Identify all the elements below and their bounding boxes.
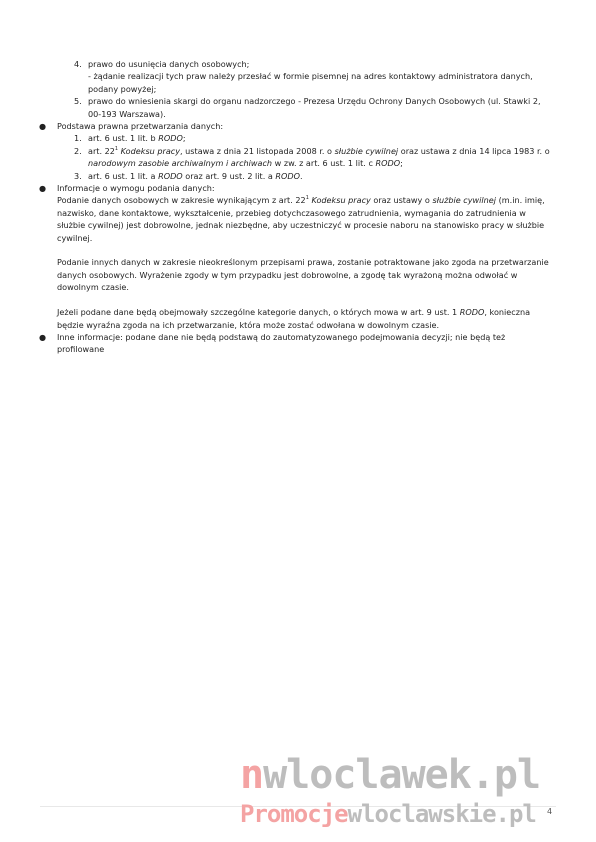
text: RODO: [158, 133, 183, 144]
bullet-icon: ●: [39, 331, 47, 342]
text: , konieczna: [484, 307, 531, 318]
item-text: prawo do usunięcia danych osobowych;: [88, 59, 250, 69]
text: ;: [400, 158, 403, 169]
paragraph-line: Podanie innych danych w zakresie nieokreślonym przepisami prawa, zostanie potraktowane jako zgoda na przetwarzanie: [57, 257, 549, 268]
text: .: [300, 170, 303, 181]
text: służbie cywilnej: [334, 145, 399, 156]
text: oraz ustawy o: [370, 195, 433, 206]
item-text: prawo do wniesienia skargi do organu nadzorczego - Prezesa Urzędu Ochrony Danych Osobowych (ul. Stawki 2,: [88, 96, 541, 107]
item-number: 4.: [74, 59, 82, 69]
text: Podanie danych osobowych w zakresie wynikającym z art. 22: [57, 195, 306, 206]
text: , ustawa z dnia 21 listopada 2008 r. o: [180, 145, 335, 156]
bullet-icon: ●: [39, 183, 47, 194]
text: oraz ustawa z dnia 14 lipca 1983 r. o: [398, 145, 550, 156]
text: RODO: [158, 170, 183, 181]
text: Kodeksu pracy: [118, 145, 181, 156]
text: art. 6 ust. 1 lit. a: [88, 170, 159, 181]
item-text: - żądanie realizacji tych praw należy przesłać w formie pisemnej na adres kontaktowy administratora danych,: [88, 71, 533, 82]
text: (m.in. imię,: [496, 195, 545, 206]
watermark-text: n: [240, 752, 264, 798]
text: RODO: [275, 170, 300, 181]
list-item: [74, 58, 564, 95]
section-title: Podstawa prawna przetwarzania danych:: [57, 121, 224, 132]
paragraph-line: służbie cywilnej) jest dobrowolne, jednak niezbędne, aby uczestniczyć w procesie naboru na stanowisko pracy w służbie: [57, 220, 545, 231]
bullet-icon: ●: [39, 121, 47, 132]
item-number: 2.: [74, 145, 82, 156]
legal-basis-list: [48, 132, 564, 182]
paragraph-line: dowolnym czasie.: [57, 282, 129, 293]
text: art. 6 ust. 1 lit. b: [88, 133, 159, 144]
watermark-logo: [240, 752, 540, 798]
bullet-other: [39, 331, 564, 356]
text: art. 22: [88, 145, 115, 156]
watermark-text: wloclawek.pl: [263, 752, 541, 798]
document-body: [39, 58, 564, 356]
superscript: 1: [305, 195, 309, 202]
item-number: 1.: [74, 133, 82, 144]
paragraph-line: Inne informacje: podane dane nie będą podstawą do zautomatyzowanego podejmowania decyzji; nie będą też: [57, 331, 506, 342]
item-number: 5.: [74, 96, 82, 107]
text: ;: [182, 133, 186, 144]
list-item: [74, 145, 564, 170]
bullet-requirement: [39, 182, 564, 331]
text: RODO: [459, 307, 485, 318]
watermark-logo: [240, 800, 536, 828]
text: oraz art. 9 ust. 2 lit. a: [182, 170, 276, 181]
list-item: [74, 132, 564, 144]
paragraph-line: profilowane: [57, 344, 105, 355]
text: służbie cywilnej: [432, 195, 497, 206]
list-item: [74, 170, 564, 182]
rights-list: [48, 58, 564, 120]
text: Jeżeli podane dane będą obejmowały szczególne kategorie danych, o których mowa w art. 9 ust. 1: [57, 307, 460, 318]
text: w zw. z art. 6 ust. 1 lit. c: [272, 158, 376, 169]
watermark-text: Promocje: [240, 800, 348, 828]
superscript: 1: [114, 145, 119, 152]
text: Kodeksu pracy: [311, 195, 371, 206]
item-text: 00-193 Warszawa).: [88, 108, 166, 119]
text: RODO: [375, 158, 401, 169]
item-number: 3.: [74, 170, 82, 181]
page-number: 4: [547, 807, 553, 816]
text: narodowym zasobie archiwalnym i archiwach: [88, 158, 273, 169]
paragraph-line: będzie wyraźna zgoda na ich przetwarzanie, która może zostać odwołana w dowolnym czasie.: [57, 319, 440, 330]
watermark-text: wloclawskie.pl: [347, 800, 536, 828]
bullet-legal-basis: [39, 120, 564, 132]
list-item: [74, 95, 564, 120]
paragraph-line: danych osobowych. Wyrażenie zgody w tym przypadku jest dobrowolne, a zgodę tak wyrażoną można odwołać w: [57, 269, 518, 280]
paragraph-line: cywilnej.: [57, 232, 93, 243]
paragraph-line: nazwisko, dane kontaktowe, wykształcenie, przebieg dotychczasowego zatrudnienia, wymagania do zatrudnienia w: [57, 207, 526, 218]
section-title: Informacje o wymogu podania danych:: [57, 183, 215, 194]
item-text: podany powyżej;: [88, 83, 157, 94]
